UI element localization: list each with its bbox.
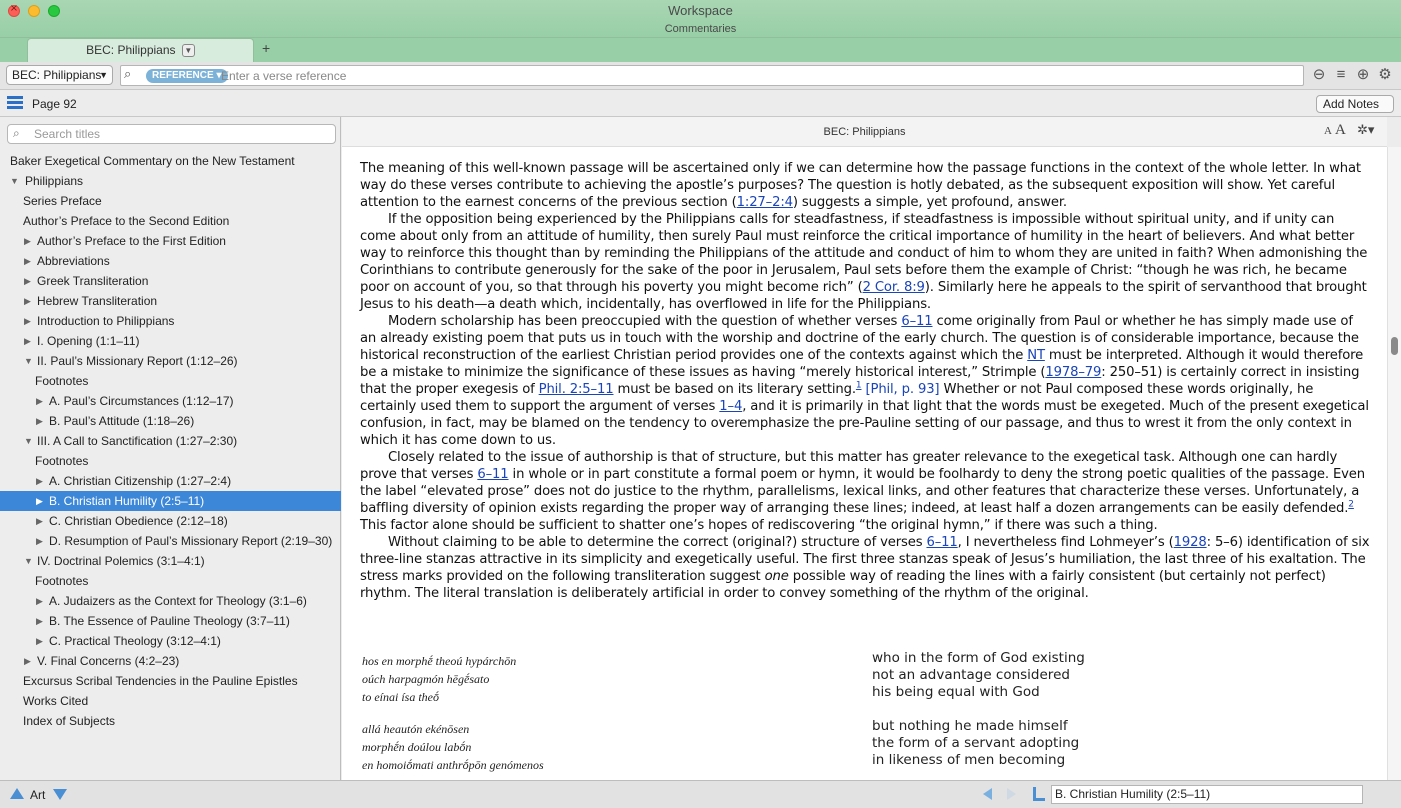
vertical-scrollbar[interactable] [1387, 147, 1401, 780]
reference-input[interactable] [221, 67, 1281, 84]
paragraph [360, 211, 1370, 313]
greek-line: morphḗn doúlou labṓn [362, 740, 472, 754]
share-icon[interactable]: ⚙ [1378, 66, 1392, 83]
text-run: : 250–51) is certainly correct in insisting that the proper exegesis of [360, 365, 1360, 397]
toc-item-label: D. Resumption of Paul’s Missionary Report (2:19–30) [49, 534, 333, 548]
greek-line: allá heautón ekénōsen [362, 722, 470, 736]
zoom-search-icon[interactable]: ⊖ [1312, 66, 1326, 83]
toc-item-label: I. Opening (1:1–11) [37, 334, 140, 348]
scripture-link[interactable]: NT [1027, 348, 1045, 363]
greek-transliteration [362, 652, 862, 706]
greek-line: to eínai ísa theṓ [362, 690, 439, 704]
reference-pill-label: REFERENCE [152, 70, 214, 81]
toc-item[interactable] [0, 431, 341, 451]
font-size-control[interactable] [1324, 122, 1346, 139]
add-notes-label: Add Notes [1323, 97, 1380, 111]
toc-tree [0, 151, 341, 731]
toc-item[interactable] [0, 311, 341, 331]
toc-item-label: Index of Subjects [23, 714, 116, 728]
forward-icon[interactable] [1007, 788, 1016, 800]
toc-item[interactable] [0, 611, 341, 631]
scripture-link[interactable]: 1:27–2:4 [736, 195, 793, 210]
toc-item-label: Philippians [25, 174, 84, 188]
resource-title: BEC: Philippians [823, 126, 906, 138]
toc-item-label: B. Paul’s Attitude (1:18–26) [49, 414, 195, 428]
disclosure-open-icon[interactable]: ▼ [24, 436, 33, 446]
disclosure-closed-icon[interactable]: ▶ [36, 476, 43, 486]
toc-item-label: A. Paul’s Circumstances (1:12–17) [49, 394, 234, 408]
toc-item[interactable] [0, 271, 341, 291]
footnote-marker[interactable]: 2 [1348, 499, 1354, 510]
toc-item[interactable] [0, 691, 341, 711]
toc-item-label: Abbreviations [37, 254, 110, 268]
toc-item-label: A. Christian Citizenship (1:27–2:4) [49, 474, 232, 488]
english-line: his being equal with God [872, 684, 1040, 700]
window-subtitle: Commentaries [664, 23, 737, 35]
toc-item-label: A. Judaizers as the Context for Theology (3:1–6) [49, 594, 307, 608]
english-line: but nothing he made himself [872, 718, 1068, 734]
text-run: If the opposition being experienced by the Philippians calls for steadfastness, if steadfastness is impossible without spiritual unity, and if unity can come about only from an attitude of humility, then surely Paul must reinforce the critical importance of humility in the heart of believers. And what better way to reinforce this thought than by reminding the Philippians of the attitude and conduct of him to whom they are united in faith? When admonishing the Corinthians to contribute generously for the sake of the poor in Jerusalem, Paul sets before them the example of Christ: “though he was rich, he became poor on account of you, so that through his poverty you might become rich” ( [360, 212, 1368, 295]
toc-item-label: Author’s Preface to the First Edition [37, 234, 226, 248]
disclosure-closed-icon[interactable]: ▶ [36, 396, 43, 406]
disclosure-closed-icon[interactable]: ▶ [36, 416, 43, 426]
paragraph [360, 449, 1370, 534]
toc-item[interactable] [0, 551, 341, 571]
toc-item-label: Series Preface [23, 194, 102, 208]
page-marker: [Phil, p. 93] [861, 382, 940, 397]
toc-item[interactable] [0, 191, 341, 211]
commentary-text [360, 160, 1370, 602]
disclosure-closed-icon[interactable]: ▶ [24, 236, 31, 246]
toc-item[interactable] [0, 631, 341, 651]
menu-lines-icon[interactable]: ≡ [1336, 66, 1346, 83]
stanza [362, 652, 1362, 720]
search-icon: ⌕ [13, 126, 20, 140]
page-number: Page 92 [32, 97, 77, 111]
toc-item[interactable] [0, 511, 341, 531]
disclosure-closed-icon[interactable]: ▶ [24, 296, 31, 306]
disclosure-closed-icon[interactable]: ▶ [24, 336, 31, 346]
toc-item[interactable] [0, 231, 341, 251]
toc-item[interactable] [0, 491, 341, 511]
text-run: ). Similarly here he appeals to the spirit of servanthood that brought Jesus to his death—a death which, incidentally, has overflowed in life for the Philippians. [360, 280, 1367, 312]
toc-item[interactable] [0, 451, 341, 471]
toc-item[interactable] [0, 711, 341, 731]
english-translation [872, 718, 1352, 769]
greek-line: en homoiṓmati anthrṓpōn genómenos [362, 758, 544, 772]
toc-item-label: C. Christian Obedience (2:12–18) [49, 514, 228, 528]
toc-item-label: Footnotes [35, 374, 89, 388]
english-translation [872, 650, 1352, 701]
resource-select-label: BEC: Philippians [12, 68, 102, 82]
toc-item-label: Excursus Scribal Tendencies in the Pauline Epistles [23, 674, 298, 688]
toolbar [0, 62, 1401, 90]
search-titles-input[interactable] [34, 126, 324, 142]
toc-item-label: Introduction to Philippians [37, 314, 175, 328]
disclosure-closed-icon[interactable]: ▶ [36, 536, 43, 546]
toc-item-label: Hebrew Transliteration [37, 294, 158, 308]
toc-item-label: Footnotes [35, 574, 89, 588]
toc-item[interactable] [0, 371, 341, 391]
english-line: the form of a servant adopting [872, 735, 1080, 751]
scripture-link[interactable]: 1928 [1173, 535, 1207, 550]
search-icon[interactable]: ⌕ [124, 66, 132, 81]
add-tab-icon[interactable]: + [262, 40, 271, 56]
reference-search-box[interactable] [120, 65, 1304, 86]
disclosure-closed-icon[interactable]: ▶ [36, 636, 43, 646]
scripture-link[interactable]: 2 Cor. 8:9 [862, 280, 925, 295]
chevron-down-icon: ▼ [99, 70, 108, 80]
toc-item-label: Works Cited [23, 694, 89, 708]
link-sync-icon[interactable] [1033, 787, 1045, 801]
scripture-link[interactable]: 6–11 [477, 467, 509, 482]
content-header [342, 117, 1387, 147]
window-title: Workspace [668, 3, 733, 18]
toc-item[interactable] [0, 211, 341, 231]
scripture-link[interactable]: 1–4 [719, 399, 743, 414]
chevron-down-icon[interactable]: ▼ [182, 44, 195, 57]
text-run: ) suggests a simple, yet profound, answer. [792, 195, 1067, 210]
add-circle-icon[interactable]: ⊕ [1356, 66, 1370, 83]
toc-item[interactable] [0, 151, 341, 171]
greek-transliteration [362, 720, 862, 774]
scripture-link[interactable]: 1978–79 [1045, 365, 1102, 380]
toc-item-label: IV. Doctrinal Polemics (3:1–4:1) [37, 554, 205, 568]
toc-item-label: B. The Essence of Pauline Theology (3:7–11) [49, 614, 290, 628]
emphasis: one [764, 569, 789, 584]
stanza [362, 720, 1362, 780]
scripture-link[interactable]: Phil. 2:5–11 [538, 382, 614, 397]
toc-list-icon[interactable] [7, 96, 23, 110]
toc-item-label: Baker Exegetical Commentary on the New Testament [10, 154, 295, 168]
scripture-link[interactable]: 6–11 [926, 535, 958, 550]
previous-arrow-icon[interactable] [10, 788, 24, 799]
title-bar [0, 0, 1401, 38]
disclosure-closed-icon[interactable]: ▶ [36, 516, 43, 526]
toc-item[interactable] [0, 391, 341, 411]
toc-item-label: II. Paul’s Missionary Report (1:12–26) [37, 354, 238, 368]
status-label: Art [30, 788, 46, 802]
greek-line: oúch harpagmón hēgḗsato [362, 672, 490, 686]
text-run: , and it is primarily in that light that the words must be exegeted. Much of the present exegetical confusion, in fact, may be blamed on the tendency to overemphasize the pre-Pauline setting of our passage, and thus to wrest it from the only context in which it has come down to us. [360, 399, 1369, 448]
tab-strip [0, 38, 1401, 62]
status-bar [0, 780, 1401, 808]
toc-item[interactable] [0, 171, 341, 191]
search-titles-box[interactable] [7, 124, 336, 144]
toc-item-label: V. Final Concerns (4:2–23) [37, 654, 180, 668]
toc-item[interactable] [0, 471, 341, 491]
toc-item-label: Greek Transliteration [37, 274, 149, 288]
disclosure-closed-icon[interactable]: ▶ [24, 276, 31, 286]
paragraph [360, 534, 1370, 602]
text-run: must be based on its literary setting. [613, 382, 856, 397]
toc-item[interactable] [0, 531, 341, 551]
toc-item[interactable] [0, 331, 341, 351]
toc-item-label: B. Christian Humility (2:5–11) [49, 494, 205, 508]
back-icon[interactable] [983, 788, 992, 800]
text-run: in whole or in part constitute a formal poem or hymn, it would be foolhardy to deny the strong poetic qualities of the passage. Even the label “elevated prose” does not do justice to the rhythm, parallelisms, lexical links, and other features that characterize these verses. Unfortunately, a baffling diversity of opinion exists regarding the proper way of arranging these lines; indeed, at least half a dozen arrangements can be easily defended. [360, 467, 1365, 516]
font-larger-icon[interactable]: A [1334, 122, 1346, 138]
text-run: come originally from Paul or whether he has simply made use of an already existing poem that puts us in touch with the worship and doctrine of the early church. The question is of considerable importance, because the historical reconstruction of the earliest Christian period provides one of the contexts against which the [360, 314, 1359, 363]
current-section-field[interactable]: B. Christian Humility (2:5–11) [1051, 785, 1363, 804]
footnote-marker[interactable]: 1 [855, 380, 862, 391]
disclosure-open-icon[interactable]: ▼ [24, 356, 33, 366]
toc-item[interactable] [0, 591, 341, 611]
text-run: must be interpreted. Although it would therefore be a mistake to minimize the significance of these issues as having “merely historical interest,” Strimple ( [360, 348, 1364, 380]
text-run: Whether or not Paul composed these words originally, he certainly used them to support the argument of verses [360, 382, 1314, 414]
text-run: The meaning of this well-known passage will be ascertained only if we can determine how the passage functions in the context of the whole letter. In what way do these verses contribute to achieving the apostle’s purposes? The question is hotly debated, as the subsequent exposition will show. Yet careful attention to the earnest concerns of the previous section ( [360, 161, 1361, 210]
font-smaller-icon[interactable]: A [1324, 125, 1332, 137]
next-arrow-icon[interactable] [53, 789, 67, 800]
english-line: who in the form of God existing [872, 650, 1085, 666]
toc-item[interactable] [0, 291, 341, 311]
disclosure-closed-icon[interactable]: ▶ [24, 656, 31, 666]
toc-item[interactable] [0, 251, 341, 271]
disclosure-closed-icon[interactable]: ▶ [24, 316, 31, 326]
text-run: Closely related to the issue of authorship is that of structure, but this matter has greater relevance to the exegetical task. Although one can hardly prove that verses [360, 450, 1338, 482]
scroll-thumb[interactable] [1391, 337, 1398, 355]
disclosure-closed-icon[interactable]: ▶ [36, 496, 43, 506]
text-run: This factor alone should be sufficient to shatter one’s hopes of rediscovering “the original hymn,” if there was such a thing. [360, 518, 1158, 533]
disclosure-open-icon[interactable]: ▼ [10, 176, 19, 186]
disclosure-open-icon[interactable]: ▼ [24, 556, 33, 566]
resource-select[interactable] [6, 65, 113, 85]
greek-line: hos en morphḗ theoú hypárchōn [362, 654, 517, 668]
text-run: : 5–6) identification of six three-line stanzas attractive in its simplicity and exegetically useful. The first three stanzas speak of Jesus’s humiliation, the last three of his exaltation. The stress marks provided on the following transliteration suggest [360, 535, 1370, 584]
add-notes-button[interactable] [1316, 95, 1394, 113]
text-run: Without claiming to be able to determine the correct (original?) structure of verses [388, 535, 927, 550]
page-bar [0, 90, 1401, 117]
disclosure-closed-icon[interactable]: ▶ [24, 256, 31, 266]
tab-bec-philippians[interactable] [27, 38, 254, 62]
english-line: in likeness of men becoming [872, 752, 1066, 768]
disclosure-closed-icon[interactable]: ▶ [36, 596, 43, 606]
paragraph [360, 160, 1370, 211]
toc-item[interactable] [0, 571, 341, 591]
scripture-link[interactable]: 6–11 [901, 314, 933, 329]
toc-sidebar [0, 117, 341, 780]
text-run: Modern scholarship has been preoccupied with the question of whether verses [388, 314, 902, 329]
toc-item-label: III. A Call to Sanctification (1:27–2:30) [37, 434, 238, 448]
toc-item-label: Footnotes [35, 454, 89, 468]
tab-label: BEC: Philippians [86, 43, 176, 57]
gear-icon[interactable]: ✲▾ [1357, 122, 1375, 137]
disclosure-closed-icon[interactable]: ▶ [36, 616, 43, 626]
transliteration-stanzas [362, 652, 1362, 780]
toc-item[interactable] [0, 411, 341, 431]
text-run: possible way of reading the lines with a fairly consistent (but certainly not perfect) rhythm. The literal translation is deliberately artificial in order to convey something of the rhythm of the original. [360, 569, 1326, 601]
reference-type-pill[interactable]: REFERENCE ▾ [146, 69, 228, 83]
toc-item[interactable] [0, 351, 341, 371]
paragraph [360, 313, 1370, 449]
close-window-button[interactable]: × [8, 5, 20, 17]
toc-item[interactable] [0, 651, 341, 671]
toc-item-label: Author’s Preface to the Second Edition [23, 214, 230, 228]
english-line: not an advantage considered [872, 667, 1070, 683]
toc-item[interactable] [0, 671, 341, 691]
reading-pane[interactable] [342, 147, 1387, 780]
text-run: , I nevertheless find Lohmeyer’s ( [957, 535, 1174, 550]
toc-item-label: C. Practical Theology (3:12–4:1) [49, 634, 221, 648]
